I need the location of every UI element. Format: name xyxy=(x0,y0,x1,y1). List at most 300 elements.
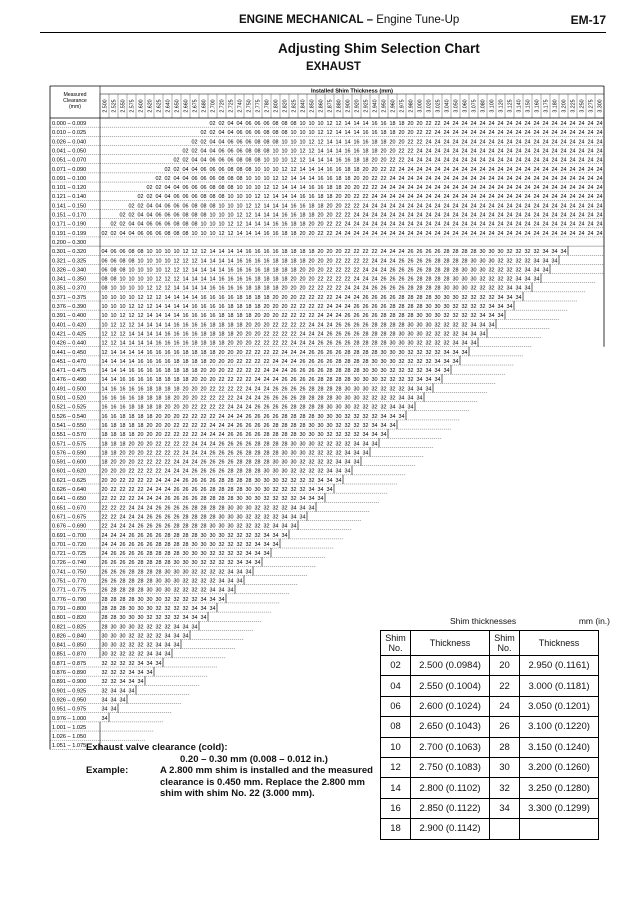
shim-number-cell: 32 xyxy=(299,487,306,493)
shim-number-cell: 24 xyxy=(254,386,261,393)
shim-number-cell: 18 xyxy=(173,386,180,393)
shim-thickness-cell: 2.800 (0.1102) xyxy=(411,778,490,798)
shim-number-cell: 18 xyxy=(173,368,180,375)
shim-number-cell: 28 xyxy=(335,368,342,375)
clearance-label: Exhaust valve clearance (cold): xyxy=(86,742,228,753)
shim-number-cell: 30 xyxy=(272,477,279,484)
shim-number-cell: 18 xyxy=(218,331,225,338)
shim-number-cell: 12 xyxy=(110,331,117,338)
shim-number-cell: 30 xyxy=(245,505,252,512)
shim-number-cell: 12 xyxy=(101,331,108,338)
shim-number-cell: 24 xyxy=(443,185,450,192)
shim-number-cell: 34 xyxy=(263,551,270,558)
shim-number-cell: 24 xyxy=(479,230,486,237)
shim-number-cell: 26 xyxy=(209,450,216,457)
shim-number-cell: 28 xyxy=(209,496,216,503)
shim-number-cell: 06 xyxy=(236,139,243,146)
shim-number-cell: 28 xyxy=(461,249,468,256)
shim-number-cell: 22 xyxy=(218,377,225,384)
shim-number-cell: 18 xyxy=(200,349,207,356)
shim-number-cell: 34 xyxy=(443,358,450,365)
shim-number-cell: 24 xyxy=(551,148,558,155)
shim-number-cell: 22 xyxy=(155,450,162,457)
shim-number-cell: 24 xyxy=(389,203,396,210)
shim-number-cell: 18 xyxy=(155,395,162,402)
column-tick-label: 2.680 xyxy=(201,99,208,113)
shim-number-cell: 34 xyxy=(461,349,468,356)
shim-number-cell: 22 xyxy=(245,377,252,384)
shim-number-cell: 24 xyxy=(533,139,540,146)
clearance-range-label: 0.901 – 0.925 xyxy=(52,688,87,695)
shim-number-cell: 24 xyxy=(560,166,567,173)
chart-subtitle: EXHAUST xyxy=(306,61,361,73)
shim-no-cell: 30 xyxy=(490,757,520,777)
shim-number-cell: 24 xyxy=(551,194,558,201)
shim-number-cell: 34 xyxy=(344,450,351,457)
shim-number-cell: 08 xyxy=(281,121,288,127)
shim-number-cell: 34 xyxy=(281,514,288,521)
shim-number-cell: 26 xyxy=(353,331,360,338)
shim-number-cell: 32 xyxy=(128,651,135,658)
shim-number-cell: 10 xyxy=(218,212,225,219)
shim-number-cell: 24 xyxy=(542,157,549,164)
shim-number-cell: 18 xyxy=(389,130,396,137)
column-tick-label: 2.880 xyxy=(336,99,343,113)
shim-number-cell: 32 xyxy=(137,642,144,649)
shim-number-cell: 16 xyxy=(254,258,261,265)
shim-number-cell: 14 xyxy=(254,230,261,237)
shim-number-cell: 32 xyxy=(308,477,315,484)
shim-number-cell: 26 xyxy=(245,432,252,439)
shim-number-cell: 26 xyxy=(416,258,423,265)
shim-number-cell: 32 xyxy=(290,468,297,475)
shim-number-cell: 24 xyxy=(596,194,603,201)
shim-number-cell: 08 xyxy=(263,148,270,155)
shim-number-cell: 16 xyxy=(128,395,135,402)
shim-number-cell: 26 xyxy=(254,404,261,411)
shim-number-cell: 16 xyxy=(227,267,234,274)
shim-number-cell: 30 xyxy=(254,496,261,503)
shim-number-cell: 34 xyxy=(155,642,162,649)
shim-number-cell: 04 xyxy=(164,185,171,192)
shim-number-cell: 24 xyxy=(245,386,252,393)
shim-number-cell: 16 xyxy=(119,386,126,393)
shim-number-cell: 20 xyxy=(353,185,360,192)
shim-number-cell: 24 xyxy=(245,404,252,411)
shim-number-cell: 24 xyxy=(596,130,603,137)
shim-number-cell: 24 xyxy=(596,203,603,210)
shim-number-cell: 12 xyxy=(155,285,162,292)
shim-number-cell: 10 xyxy=(236,194,243,201)
shim-number-cell: 14 xyxy=(317,148,324,155)
shim-number-cell: 22 xyxy=(236,358,243,365)
shim-number-cell: 20 xyxy=(353,175,360,182)
shim-number-cell: 34 xyxy=(110,697,117,704)
shim-number-cell: 28 xyxy=(146,569,153,576)
shim-number-cell: 18 xyxy=(191,368,198,375)
shim-number-cell: 24 xyxy=(362,285,369,292)
shim-number-cell: 26 xyxy=(191,468,198,475)
shim-number-cell: 32 xyxy=(137,651,144,658)
shim-number-cell: 32 xyxy=(137,624,144,631)
shim-number-cell: 28 xyxy=(299,413,306,420)
shim-number-cell: 34 xyxy=(218,587,225,594)
shim-number-cell: 14 xyxy=(164,313,171,320)
shim-number-cell: 26 xyxy=(200,468,207,475)
shim-number-cell: 10 xyxy=(209,230,216,237)
shim-number-cell: 30 xyxy=(317,422,324,429)
shim-number-cell: 24 xyxy=(173,468,180,475)
shim-number-cell: 30 xyxy=(101,642,108,649)
shim-number-cell: 22 xyxy=(137,477,144,484)
shim-number-cell: 34 xyxy=(470,322,477,329)
shim-number-cell: 26 xyxy=(272,413,279,420)
shim-number-cell: 18 xyxy=(146,395,153,402)
shim-number-cell: 12 xyxy=(182,249,189,256)
shim-number-cell: 30 xyxy=(227,505,234,512)
shim-number-cell: 34 xyxy=(155,660,162,667)
shim-number-cell: 24 xyxy=(488,203,495,210)
shim-number-cell: 24 xyxy=(551,121,558,127)
clearance-range-label: 0.976 – 1.000 xyxy=(52,715,87,722)
shim-number-cell: 26 xyxy=(272,386,279,393)
shim-number-cell: 34 xyxy=(524,267,531,274)
shim-number-cell: 24 xyxy=(434,194,441,201)
column-tick-label: 3.075 xyxy=(471,99,478,113)
shim-number-cell: 22 xyxy=(236,368,243,375)
shim-number-cell: 06 xyxy=(137,230,144,237)
shim-number-cell: 04 xyxy=(155,203,162,210)
shim-number-cell: 12 xyxy=(200,249,207,256)
shim-number-cell: 20 xyxy=(227,349,234,356)
shim-number-cell: 24 xyxy=(524,157,531,164)
shim-number-cell: 24 xyxy=(317,331,324,338)
shim-number-cell: 26 xyxy=(371,313,378,320)
shim-number-cell: 24 xyxy=(479,130,486,137)
shim-number-cell: 28 xyxy=(308,386,315,393)
shim-number-cell: 10 xyxy=(110,313,117,320)
shim-number-cell: 16 xyxy=(164,358,171,365)
shim-number-cell: 34 xyxy=(506,294,513,301)
shim-number-cell: 28 xyxy=(236,487,243,493)
shim-number-cell: 24 xyxy=(470,148,477,155)
shim-number-cell: 06 xyxy=(164,221,171,228)
shim-number-cell: 24 xyxy=(560,148,567,155)
shim-table-row xyxy=(381,778,599,798)
shim-number-cell: 24 xyxy=(578,230,585,237)
shim-number-cell: 24 xyxy=(425,175,432,182)
shim-number-cell: 32 xyxy=(119,651,126,658)
shim-number-cell: 04 xyxy=(209,148,216,155)
shim-number-cell: 28 xyxy=(452,249,459,256)
shim-number-cell: 18 xyxy=(326,194,333,201)
shim-number-cell: 34 xyxy=(434,358,441,365)
shim-number-cell: 30 xyxy=(209,532,216,539)
shim-number-cell: 24 xyxy=(533,194,540,201)
shim-number-cell: 26 xyxy=(101,569,108,576)
shim-number-cell: 20 xyxy=(146,432,153,439)
shim-number-cell: 24 xyxy=(596,230,603,237)
shim-number-cell: 10 xyxy=(155,249,162,256)
shim-number-cell: 24 xyxy=(173,477,180,484)
clearance-range-label: 0.576 – 0.590 xyxy=(52,450,87,457)
shim-number-cell: 10 xyxy=(227,203,234,210)
shim-number-cell: 30 xyxy=(119,615,126,622)
shim-number-cell: 26 xyxy=(389,294,396,301)
shim-number-cell: 24 xyxy=(470,139,477,146)
shim-number-cell: 30 xyxy=(263,487,270,493)
shim-number-cell: 32 xyxy=(245,541,252,548)
shim-number-cell: 14 xyxy=(110,377,117,384)
clearance-range-label: 0.151 – 0.170 xyxy=(52,212,87,219)
shim-number-cell: 24 xyxy=(497,212,504,219)
shim-number-cell: 14 xyxy=(335,148,342,155)
shim-number-cell: 22 xyxy=(227,386,234,393)
shim-number-cell: 34 xyxy=(389,413,396,420)
shim-number-cell: 26 xyxy=(173,505,180,512)
shim-number-cell: 24 xyxy=(308,322,315,329)
shim-number-cell: 20 xyxy=(398,139,405,146)
shim-number-cell: 24 xyxy=(551,175,558,182)
shim-number-cell: 22 xyxy=(164,441,171,448)
shim-number-cell: 28 xyxy=(218,496,225,503)
shim-number-cell: 14 xyxy=(209,276,216,283)
shim-number-cell: 24 xyxy=(524,221,531,228)
shim-number-cell: 26 xyxy=(137,532,144,539)
shim-number-cell: 24 xyxy=(200,450,207,457)
shim-number-cell: 32 xyxy=(281,496,288,503)
shim-number-cell: 32 xyxy=(308,450,315,457)
shim-number-cell: 22 xyxy=(344,203,351,210)
shim-number-cell: 24 xyxy=(551,130,558,137)
shim-number-cell: 18 xyxy=(362,157,369,164)
shim-number-cell: 22 xyxy=(344,249,351,256)
shim-number-cell: 32 xyxy=(407,368,414,375)
shim-number-cell: 26 xyxy=(200,487,207,493)
shim-number-cell: 24 xyxy=(353,230,360,237)
shim-number-cell: 30 xyxy=(317,413,324,420)
shim-number-cell: 08 xyxy=(218,175,225,182)
shim-number-cell: 22 xyxy=(200,395,207,402)
shim-number-cell: 34 xyxy=(173,633,180,640)
shim-number-cell: 24 xyxy=(569,230,576,237)
shim-number-cell: 28 xyxy=(263,450,270,457)
shim-number-cell: 34 xyxy=(488,304,495,310)
shim-number-cell: 24 xyxy=(515,230,522,237)
shim-number-cell: 24 xyxy=(587,139,594,146)
shim-number-cell: 24 xyxy=(497,203,504,210)
shim-number-cell: 34 xyxy=(335,459,342,466)
clearance-value: 0.20 – 0.30 mm (0.008 – 0.012 in.) xyxy=(180,753,328,765)
shim-number-cell: 28 xyxy=(191,505,198,512)
shim-number-cell: 26 xyxy=(263,404,270,411)
shim-number-cell: 24 xyxy=(416,203,423,210)
shim-number-cell: 32 xyxy=(317,441,324,448)
shim-number-cell: 28 xyxy=(398,322,405,329)
shim-number-cell: 14 xyxy=(191,276,198,283)
shim-number-cell: 24 xyxy=(497,230,504,237)
shim-number-cell: 10 xyxy=(119,294,126,301)
shim-number-cell: 34 xyxy=(236,578,243,585)
shim-number-cell: 18 xyxy=(155,386,162,393)
shim-number-cell: 24 xyxy=(560,139,567,146)
shim-number-cell: 34 xyxy=(506,304,513,310)
shim-number-cell: 26 xyxy=(317,368,324,375)
shim-number-cell: 32 xyxy=(506,258,513,265)
shim-number-cell: 22 xyxy=(173,450,180,457)
shim-number-cell: 12 xyxy=(281,175,288,182)
shim-number-cell: 14 xyxy=(254,212,261,219)
clearance-range-label: 0.541 – 0.550 xyxy=(52,422,87,429)
shim-number-cell: 34 xyxy=(452,358,459,365)
shim-number-cell: 12 xyxy=(317,130,324,137)
shim-number-cell: 34 xyxy=(515,285,522,292)
shim-number-cell: 34 xyxy=(434,368,441,375)
shim-number-cell: 20 xyxy=(191,386,198,393)
shim-number-cell: 32 xyxy=(443,331,450,338)
shim-number-cell: 24 xyxy=(281,349,288,356)
column-tick-label: 2.660 xyxy=(183,99,190,113)
shim-number-cell: 30 xyxy=(308,422,315,429)
shim-number-cell: 28 xyxy=(443,267,450,274)
shim-number-cell: 18 xyxy=(218,340,225,347)
shim-number-cell: 24 xyxy=(398,194,405,201)
shim-number-cell: 20 xyxy=(155,413,162,420)
shim-number-cell: 24 xyxy=(308,340,315,347)
shim-number-cell: 12 xyxy=(290,157,297,164)
shim-number-cell: 24 xyxy=(542,203,549,210)
shim-number-cell: 28 xyxy=(371,331,378,338)
shim-number-cell: 10 xyxy=(218,221,225,228)
shim-number-cell: 16 xyxy=(263,249,270,256)
shim-number-cell: 24 xyxy=(425,203,432,210)
shim-number-cell: 24 xyxy=(452,221,459,228)
shim-number-cell: 20 xyxy=(317,212,324,219)
shim-number-cell: 20 xyxy=(290,276,297,283)
shim-number-cell: 10 xyxy=(209,221,216,228)
shim-number-cell: 08 xyxy=(101,276,108,283)
shim-number-cell: 34 xyxy=(542,249,549,256)
shim-number-cell: 24 xyxy=(506,175,513,182)
shim-number-cell: 28 xyxy=(263,432,270,439)
clearance-range-label: 1.001 – 1.025 xyxy=(52,724,87,731)
shim-number-cell: 28 xyxy=(119,578,126,585)
shim-number-cell: 18 xyxy=(227,313,234,320)
shim-number-cell: 10 xyxy=(137,285,144,292)
shim-number-cell: 08 xyxy=(290,121,297,127)
shim-number-cell: 34 xyxy=(263,541,270,548)
shim-number-cell: 32 xyxy=(191,578,198,585)
shim-number-cell: 22 xyxy=(263,358,270,365)
shim-number-cell: 24 xyxy=(425,139,432,146)
shim-number-cell: 28 xyxy=(380,322,387,329)
shim-number-cell: 32 xyxy=(389,386,396,393)
shim-number-cell: 20 xyxy=(137,450,144,457)
shim-number-cell: 16 xyxy=(110,413,117,420)
shim-number-cell: 22 xyxy=(137,459,144,466)
shim-number-cell: 24 xyxy=(524,175,531,182)
shim-number-cell: 06 xyxy=(236,130,243,137)
clearance-range-label: 0.951 – 0.975 xyxy=(52,706,87,713)
shim-number-cell: 28 xyxy=(164,551,171,558)
shim-number-cell: 34 xyxy=(515,276,522,283)
shim-number-cell: 30 xyxy=(416,322,423,329)
shim-number-cell: 30 xyxy=(371,377,378,384)
shim-number-cell: 32 xyxy=(272,496,279,503)
shim-number-cell: 18 xyxy=(164,395,171,402)
shim-number-cell: 14 xyxy=(209,267,216,274)
shim-number-cell: 34 xyxy=(245,560,252,567)
shim-no-header: Shim No. xyxy=(381,631,411,656)
shim-number-cell: 32 xyxy=(344,432,351,439)
shim-number-cell: 28 xyxy=(416,276,423,283)
shim-number-cell: 14 xyxy=(344,130,351,137)
shim-number-cell: 24 xyxy=(434,157,441,164)
shim-number-cell: 34 xyxy=(227,578,234,585)
shim-number-cell: 26 xyxy=(254,432,261,439)
shim-number-cell: 24 xyxy=(398,175,405,182)
shim-number-cell: 28 xyxy=(182,514,189,521)
shim-number-cell: 34 xyxy=(236,569,243,576)
shim-number-cell: 30 xyxy=(353,395,360,402)
shim-number-cell: 34 xyxy=(416,377,423,384)
shim-number-cell: 18 xyxy=(281,276,288,283)
shim-number-cell: 34 xyxy=(362,450,369,457)
shim-number-cell: 32 xyxy=(146,642,153,649)
shim-number-cell: 02 xyxy=(146,194,153,201)
shim-number-cell: 32 xyxy=(515,267,522,274)
shim-number-cell: 26 xyxy=(245,413,252,420)
shim-number-cell: 24 xyxy=(452,130,459,137)
shim-number-cell: 10 xyxy=(272,148,279,155)
shim-number-cell: 24 xyxy=(416,212,423,219)
shim-number-cell: 28 xyxy=(245,450,252,457)
shim-number-cell: 02 xyxy=(173,157,180,164)
shim-number-cell: 26 xyxy=(110,578,117,585)
shim-number-cell: 22 xyxy=(263,331,270,338)
shim-number-cell: 32 xyxy=(389,368,396,375)
shim-number-cell: 30 xyxy=(425,313,432,320)
shim-number-cell: 24 xyxy=(515,166,522,173)
shim-number-cell: 26 xyxy=(119,569,126,576)
shim-number-cell: 28 xyxy=(371,340,378,347)
shim-number-cell: 12 xyxy=(272,175,279,182)
shim-number-cell: 32 xyxy=(272,505,279,512)
shim-number-cell: 32 xyxy=(173,605,180,612)
shim-number-cell: 34 xyxy=(281,532,288,539)
shim-number-cell: 34 xyxy=(335,477,342,484)
shim-number-cell: 34 xyxy=(308,487,315,493)
shim-number-cell: 32 xyxy=(110,651,117,658)
shim-number-cell: 22 xyxy=(425,130,432,137)
column-tick-label: 2.900 xyxy=(345,99,352,113)
shim-number-cell: 24 xyxy=(479,166,486,173)
shim-number-cell: 16 xyxy=(191,313,198,320)
clearance-range-label: 0.051 – 0.070 xyxy=(52,157,87,164)
shim-number-cell: 22 xyxy=(272,349,279,356)
shim-number-cell: 24 xyxy=(155,496,162,503)
shim-number-cell: 30 xyxy=(245,496,252,503)
shim-number-cell: 04 xyxy=(227,121,234,127)
shim-number-cell: 24 xyxy=(137,505,144,512)
shim-number-cell: 24 xyxy=(578,194,585,201)
shim-number-cell: 30 xyxy=(191,551,198,558)
shim-number-cell: 24 xyxy=(389,185,396,192)
shim-number-cell: 16 xyxy=(101,422,108,429)
shim-number-cell: 12 xyxy=(182,267,189,274)
clearance-range-label: 0.626 – 0.640 xyxy=(52,487,87,493)
shim-number-cell: 22 xyxy=(326,276,333,283)
